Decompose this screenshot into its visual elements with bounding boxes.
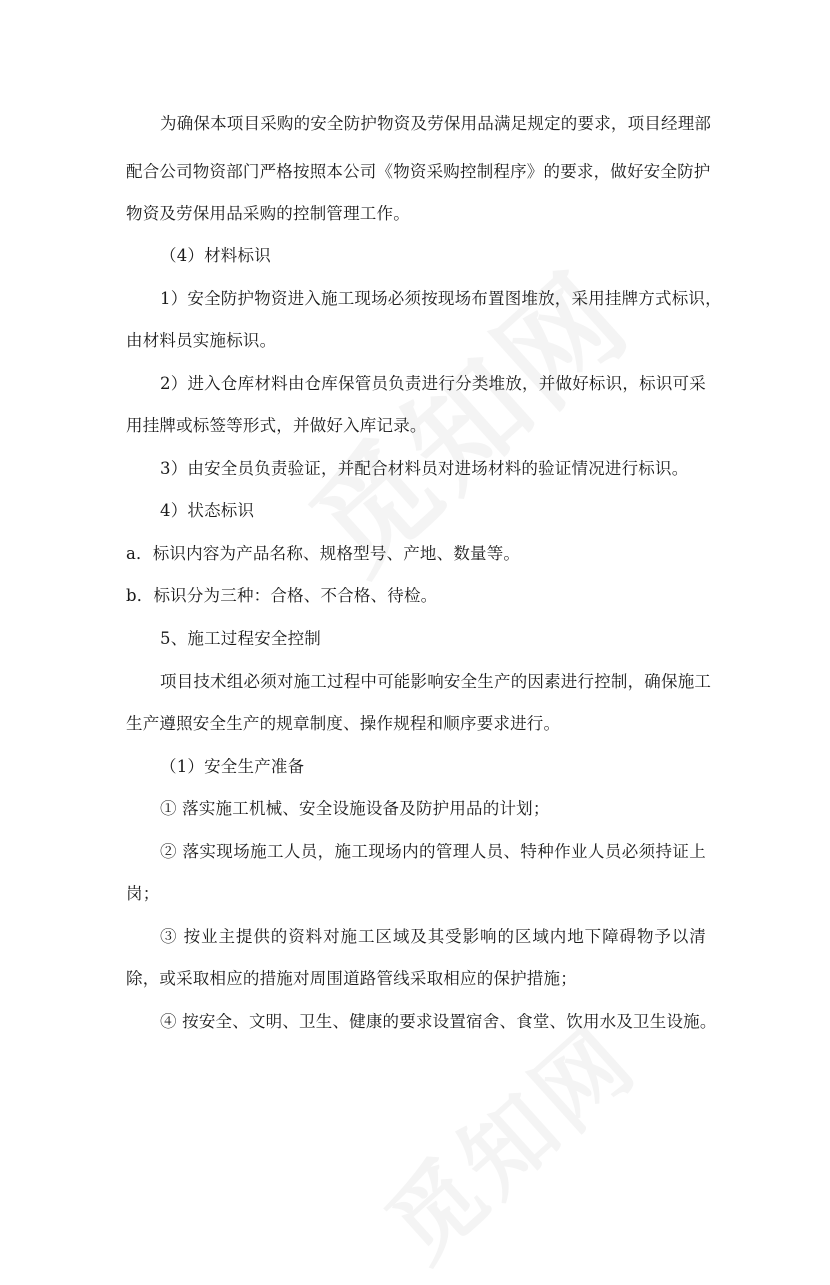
text-line: 3）由安全员负责验证，并配合材料员对进场材料的验证情况进行标识。 [160, 459, 689, 478]
text-line: 生产遵照安全生产的规章制度、操作规程和顺序要求进行。 [126, 714, 561, 733]
text-line: a．标识内容为产品名称、规格型号、产地、数量等。 [126, 544, 521, 563]
text-line: 项目技术组必须对施工过程中可能影响安全生产的因素进行控制，确保施工 [160, 672, 712, 691]
text-line: 1）安全防护物资进入施工现场必须按现场布置图堆放，采用挂牌方式标识， [160, 289, 722, 308]
text-line: 2）进入仓库材料由仓库保管员负责进行分类堆放，并做好标识，标识可采 [160, 374, 706, 393]
list-item: ② 落实现场施工人员，施工现场内的管理人员、特种作业人员必须持证上 [160, 842, 706, 861]
text-line: 配合公司物资部门严格按照本公司《物资采购控制程序》的要求，做好安全防护 [126, 162, 711, 181]
list-item: ① 落实施工机械、安全设施设备及防护用品的计划； [160, 799, 550, 818]
list-item: ④ 按安全、文明、卫生、健康的要求设置宿舍、食堂、饮用水及卫生设施。 [160, 1012, 717, 1031]
text-line: 为确保本项目采购的安全防护物资及劳保用品满足规定的要求，项目经理部 [160, 114, 712, 133]
text-line: b．标识分为三种：合格、不合格、待检。 [126, 586, 438, 605]
section-heading: （4）材料标识 [160, 246, 271, 265]
text-line: 用挂牌或标签等形式，并做好入库记录。 [126, 416, 427, 435]
watermark [354, 991, 661, 1285]
text-line: 由材料员实施标识。 [126, 331, 277, 350]
text-line: 除，或采取相应的措施对周围道路管线采取相应的保护措施； [126, 969, 577, 988]
text-line: 物资及劳保用品采购的控制管理工作。 [126, 204, 410, 223]
list-item: ③ 按业主提供的资料对施工区域及其受影响的区域内地下障碍物予以清 [160, 927, 706, 946]
text-line: 岗； [126, 884, 160, 903]
section-heading: 4）状态标识 [160, 501, 255, 520]
section-heading: （1）安全生产准备 [160, 757, 305, 776]
section-heading: 5、施工过程安全控制 [160, 629, 321, 648]
